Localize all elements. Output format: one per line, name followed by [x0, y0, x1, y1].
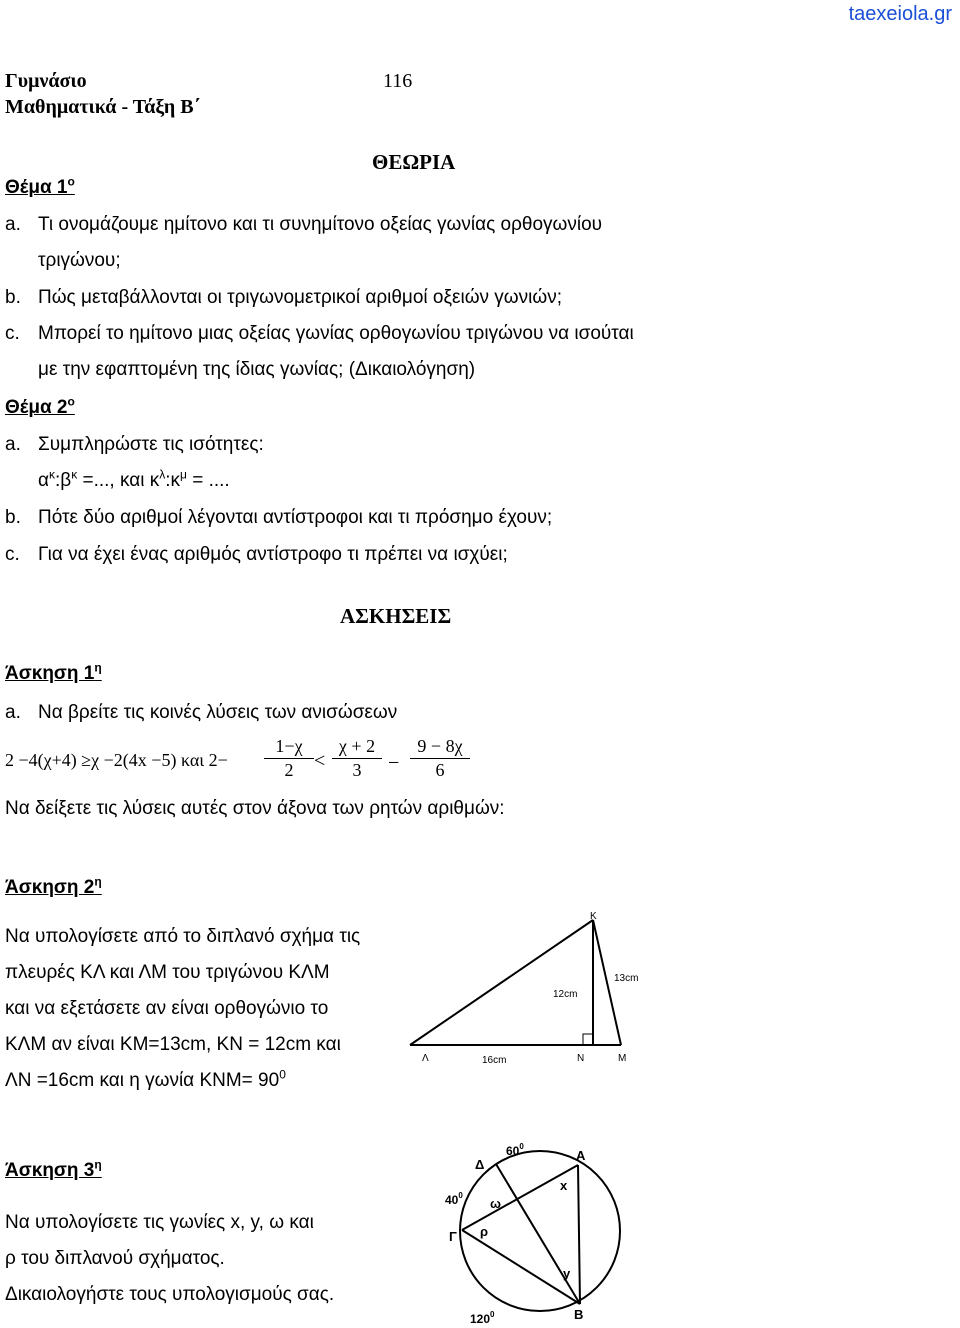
fraction-3-den: 6 [435, 760, 445, 780]
ex2-line5 [5, 1067, 286, 1092]
less-than-sign: < [314, 750, 326, 772]
eq-alpha: α [38, 470, 49, 491]
eq-mid: =..., και κ [77, 470, 160, 491]
ex2-line5-sup: 0 [279, 1067, 286, 1082]
vertex-m: M [618, 1053, 627, 1064]
ex3-line3: Δικαιολογήστε τους υπολογισμούς σας. [5, 1284, 335, 1305]
fraction-2 [332, 736, 382, 781]
minus-sign: − [388, 752, 400, 774]
ex2-line4: ΚΛΜ αν είναι ΚΜ=13cm, ΚΝ = 12cm και [5, 1034, 341, 1055]
fraction-1 [264, 736, 314, 781]
ex1-label: Άσκηση 1 [5, 663, 95, 684]
ex2-heading [5, 874, 102, 899]
topic1-a-line2: τριγώνου; [38, 250, 121, 271]
vertex-k: K [590, 911, 597, 922]
fraction-1-num: 1−χ [275, 736, 303, 756]
label-ln: 16cm [482, 1055, 507, 1066]
ex1-sup: η [94, 660, 102, 675]
topic2-a-text: Συμπληρώστε τις ισότητες: [38, 434, 264, 455]
ex2-label: Άσκηση 2 [5, 877, 95, 898]
site-link[interactable]: taexeiola.gr [848, 3, 952, 25]
triangle-figure [390, 908, 660, 1073]
fraction-1-den: 2 [284, 760, 294, 780]
vertex-l: Λ [422, 1053, 429, 1064]
topic1-c-marker: c. [5, 323, 20, 344]
ex2-sup: η [94, 874, 102, 889]
topic1-sup: ο [67, 174, 75, 189]
chord-db [496, 1164, 580, 1304]
ex1-follow: Να δείξετε τις λύσεις αυτές στον άξονα των ρητών αριθμών: [5, 798, 505, 819]
topic2-label: Θέμα 2 [5, 397, 68, 418]
ex2-line2: πλευρές ΚΛ και ΛΜ του τριγώνου ΚΛΜ [5, 962, 330, 983]
topic1-c-line2: με την εφαπτομένη της ίδιας γωνίας; (Δικαιολόγηση) [38, 359, 476, 380]
topic1-heading [5, 174, 75, 199]
topic1-a-marker: a. [5, 214, 21, 235]
ex3-line2: ρ του διπλανού σχήματος. [5, 1248, 225, 1269]
ex1-a-text: Να βρείτε τις κοινές λύσεις των ανισώσεων [38, 702, 398, 723]
vertex-d: Δ [475, 1157, 485, 1172]
inequality-left: 2 −4(χ+4) ≥χ −2(4x −5) και 2− [5, 750, 228, 770]
ex2-line5-text: ΛΝ =16cm και η γωνία ΚΝΜ= 90 [5, 1070, 280, 1091]
fraction-3-bar [410, 758, 470, 759]
theory-heading: ΘΕΩΡΙΑ [372, 150, 456, 174]
vertex-b: B [574, 1307, 584, 1322]
ex2-line3: και να εξετάσετε αν είναι ορθογώνιο το [5, 998, 329, 1019]
topic2-heading [5, 394, 75, 419]
label-kn: 12cm [553, 989, 578, 1000]
eq-k3: :κ [165, 470, 181, 491]
eq-beta: :β [54, 470, 72, 491]
ex3-heading [5, 1157, 102, 1182]
angle-rho: ρ [480, 1224, 489, 1239]
fraction-2-bar [332, 758, 382, 759]
ex3-line1: Να υπολογίσετε τις γωνίες x, y, ω και [5, 1212, 314, 1233]
fraction-3 [410, 736, 470, 781]
eq-exp-l: λ [159, 467, 166, 482]
eq-exp-m: μ [180, 467, 187, 482]
topic2-c-text: Για να έχει ένας αριθμός αντίστροφο τι πρέπει να ισχύει; [38, 544, 508, 565]
label-km: 13cm [614, 973, 639, 984]
ex2-line1: Να υπολογίσετε από το διπλανό σχήμα τις [5, 926, 361, 947]
subject-title: Μαθηματικά - Τάξη Β΄ [5, 96, 201, 118]
angle-60: $60^0$ [506, 1142, 524, 1158]
topic2-sup: ο [67, 394, 75, 409]
angle-x: x [560, 1178, 568, 1193]
angle-40: $40^0$ [445, 1191, 463, 1207]
fraction-3-num: 9 − 8χ [417, 736, 463, 756]
fraction-2-num: χ + 2 [338, 736, 376, 756]
topic2-b-marker: b. [5, 507, 21, 528]
chord-ab [578, 1165, 580, 1304]
ex3-label: Άσκηση 3 [5, 1160, 95, 1181]
vertex-a: A [576, 1148, 586, 1163]
ex1-a-marker: a. [5, 702, 21, 723]
topic1-b-marker: b. [5, 287, 21, 308]
chord-ga [462, 1165, 578, 1230]
topic1-c-line1: Μπορεί το ημίτονο μιας οξείας γωνίας ορθογωνίου τριγώνου να ισούται [38, 323, 634, 344]
eq-end: = .... [186, 470, 230, 491]
fraction-1-bar [264, 758, 314, 759]
vertex-g: Γ [449, 1229, 457, 1244]
fraction-2-den: 3 [352, 760, 362, 780]
topic2-a-marker: a. [5, 434, 21, 455]
circle-figure [440, 1138, 640, 1328]
topic1-b-text: Πώς μεταβάλλονται οι τριγωνομετρικοί αριθμοί οξειών γωνιών; [38, 287, 562, 308]
ex1-heading [5, 660, 102, 685]
eq-exp-k1: κ [48, 467, 55, 482]
topic1-label: Θέμα 1 [5, 177, 68, 198]
topic1-a-line1: Τι ονομάζουμε ημίτονο και τι συνημίτονο οξείας γωνίας ορθογωνίου [38, 214, 603, 235]
power-equalities [38, 467, 230, 492]
topic2-c-marker: c. [5, 544, 20, 565]
ex3-sup: η [94, 1157, 102, 1172]
angle-y: y [563, 1266, 571, 1281]
exercises-heading: ΑΣΚΗΣΕΙΣ [340, 604, 452, 628]
eq-exp-k2: κ [71, 467, 78, 482]
page-number: 116 [383, 70, 413, 92]
angle-omega: ω [490, 1196, 501, 1211]
school-name: Γυμνάσιο [5, 70, 87, 92]
topic2-b-text: Πότε δύο αριθμοί λέγονται αντίστροφοι και τι πρόσημο έχουν; [38, 507, 553, 528]
angle-120: $120^0$ [470, 1310, 495, 1326]
vertex-n: N [577, 1053, 585, 1064]
